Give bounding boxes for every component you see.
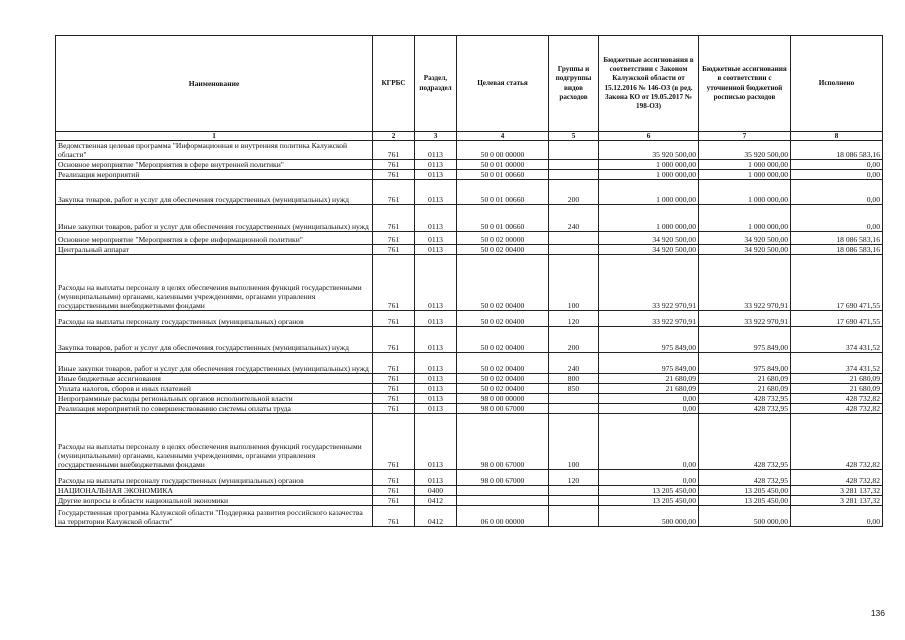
row-executed: 21 680,09	[791, 374, 883, 384]
row-target: 98 0 00 67000	[457, 414, 549, 470]
row-group	[549, 170, 599, 180]
row-section: 0113	[415, 404, 457, 414]
row-section: 0113	[415, 170, 457, 180]
row-name: Уплата налогов, сборов и иных платежей	[56, 384, 373, 394]
table-row	[56, 394, 883, 404]
row-ktrbs: 761	[373, 353, 415, 374]
row-ktrbs: 761	[373, 384, 415, 394]
row-name: Расходы на выплаты персоналу государственных (муниципальных) органов	[56, 311, 373, 327]
table-row	[56, 205, 883, 232]
row-target: 50 0 01 00000	[457, 160, 549, 170]
table-row	[56, 486, 883, 496]
table-row	[56, 311, 883, 327]
row-ktrbs: 761	[373, 160, 415, 170]
row-name: Иные закупки товаров, работ и услуг для обеспечения государственных (муниципальных) нужд	[56, 353, 373, 374]
row-group: 100	[549, 255, 599, 311]
row-ktrbs: 761	[373, 470, 415, 486]
row-section: 0113	[415, 160, 457, 170]
page-number: 136	[870, 608, 885, 618]
table-row	[56, 470, 883, 486]
row-specified-allocation: 35 920 500,00	[699, 141, 791, 160]
row-executed: 374 431,52	[791, 353, 883, 374]
row-executed: 0,00	[791, 506, 883, 527]
row-section: 0113	[415, 141, 457, 160]
table-row	[56, 353, 883, 374]
row-executed: 21 680,09	[791, 384, 883, 394]
column-number: 4	[457, 132, 549, 141]
row-law-allocation: 975 849,00	[599, 353, 699, 374]
row-name: Расходы на выплаты персоналу государственных (муниципальных) органов	[56, 470, 373, 486]
row-law-allocation: 1 000 000,00	[599, 160, 699, 170]
row-group	[549, 141, 599, 160]
row-ktrbs: 761	[373, 414, 415, 470]
row-ktrbs: 761	[373, 327, 415, 353]
row-executed: 0,00	[791, 170, 883, 180]
table-row	[56, 404, 883, 414]
row-target: 50 0 02 00400	[457, 327, 549, 353]
row-name: Иные бюджетные ассигнования	[56, 374, 373, 384]
row-ktrbs: 761	[373, 232, 415, 245]
row-name: Реализация мероприятий	[56, 170, 373, 180]
row-ktrbs: 761	[373, 394, 415, 404]
column-number: 3	[415, 132, 457, 141]
row-target: 06 0 00 00000	[457, 506, 549, 527]
row-executed: 374 431,52	[791, 327, 883, 353]
row-executed: 428 732,82	[791, 394, 883, 404]
column-number: 1	[56, 132, 373, 141]
row-ktrbs: 761	[373, 141, 415, 160]
table-row	[56, 245, 883, 255]
row-group	[549, 404, 599, 414]
row-target: 50 0 02 00400	[457, 384, 549, 394]
row-section: 0113	[415, 327, 457, 353]
row-group: 240	[549, 205, 599, 232]
row-executed: 0,00	[791, 205, 883, 232]
row-executed: 428 732,82	[791, 404, 883, 414]
row-ktrbs: 761	[373, 496, 415, 506]
column-number: 6	[599, 132, 699, 141]
row-specified-allocation: 1 000 000,00	[699, 170, 791, 180]
row-target: 50 0 02 00000	[457, 232, 549, 245]
row-section: 0113	[415, 180, 457, 205]
row-name: Непрограммные расходы региональных органов исполнительной власти	[56, 394, 373, 404]
row-ktrbs: 761	[373, 506, 415, 527]
row-target: 50 0 02 00400	[457, 245, 549, 255]
row-specified-allocation: 33 922 970,91	[699, 311, 791, 327]
budget-body	[56, 141, 883, 527]
row-section: 0113	[415, 232, 457, 245]
row-section: 0412	[415, 506, 457, 527]
row-name: Основное мероприятие "Мероприятия в сфере внутренней политики"	[56, 160, 373, 170]
header-law-allocations: Бюджетные ассигнования в соответствии с Законом Калужской области от 15.12.2016 № 146-ОЗ (в ред. Закона КО от 19.05.2017 № 198-ОЗ)	[599, 36, 699, 132]
row-target: 50 0 02 00400	[457, 255, 549, 311]
row-law-allocation: 21 680,09	[599, 374, 699, 384]
row-specified-allocation: 34 920 500,00	[699, 245, 791, 255]
row-target: 98 0 00 67000	[457, 404, 549, 414]
row-law-allocation: 33 922 970,91	[599, 311, 699, 327]
row-name: Центральный аппарат	[56, 245, 373, 255]
row-law-allocation: 13 205 450,00	[599, 486, 699, 496]
table-row	[56, 232, 883, 245]
row-specified-allocation: 1 000 000,00	[699, 205, 791, 232]
header-ktrbs: КГРБС	[373, 36, 415, 132]
row-specified-allocation: 33 922 970,91	[699, 255, 791, 311]
row-executed: 428 732,82	[791, 414, 883, 470]
row-group: 200	[549, 327, 599, 353]
row-section: 0113	[415, 311, 457, 327]
row-target: 50 0 01 00660	[457, 205, 549, 232]
row-name: Закупка товаров, работ и услуг для обеспечения государственных (муниципальных) нужд	[56, 327, 373, 353]
row-group: 800	[549, 374, 599, 384]
row-executed: 3 281 137,32	[791, 496, 883, 506]
row-law-allocation: 21 680,09	[599, 384, 699, 394]
row-target: 50 0 00 00000	[457, 141, 549, 160]
row-law-allocation: 13 205 450,00	[599, 496, 699, 506]
row-group: 200	[549, 180, 599, 205]
row-name: Иные закупки товаров, работ и услуг для обеспечения государственных (муниципальных) нужд	[56, 205, 373, 232]
row-section: 0113	[415, 374, 457, 384]
column-number: 8	[791, 132, 883, 141]
row-target: 98 0 00 67000	[457, 470, 549, 486]
column-numbers-row	[56, 132, 883, 141]
column-number: 5	[549, 132, 599, 141]
row-law-allocation: 34 920 500,00	[599, 245, 699, 255]
row-executed: 18 086 583,16	[791, 141, 883, 160]
row-name: Ведомственная целевая программа "Информационная и внутренняя политика Калужской области"	[56, 141, 373, 160]
row-ktrbs: 761	[373, 311, 415, 327]
row-group	[549, 486, 599, 496]
row-target: 50 0 01 00660	[457, 180, 549, 205]
row-section: 0412	[415, 496, 457, 506]
row-section: 0113	[415, 353, 457, 374]
row-group	[549, 496, 599, 506]
header-row	[56, 36, 883, 132]
row-law-allocation: 0,00	[599, 404, 699, 414]
row-specified-allocation: 428 732,95	[699, 394, 791, 404]
row-target: 50 0 02 00400	[457, 311, 549, 327]
header-groups: Группы и подгруппы видов расходов	[549, 36, 599, 132]
row-target: 50 0 02 00400	[457, 353, 549, 374]
table-row	[56, 180, 883, 205]
header-section: Раздел, подраздел	[415, 36, 457, 132]
row-executed: 17 690 471,55	[791, 255, 883, 311]
row-section: 0113	[415, 245, 457, 255]
row-group	[549, 160, 599, 170]
row-specified-allocation: 428 732,95	[699, 404, 791, 414]
row-specified-allocation: 21 680,09	[699, 384, 791, 394]
row-name: Закупка товаров, работ и услуг для обеспечения государственных (муниципальных) нужд	[56, 180, 373, 205]
column-number: 2	[373, 132, 415, 141]
header-name: Наименование	[56, 36, 373, 132]
row-ktrbs: 761	[373, 205, 415, 232]
row-executed: 0,00	[791, 160, 883, 170]
header-target: Целевая статья	[457, 36, 549, 132]
row-specified-allocation: 1 000 000,00	[699, 180, 791, 205]
row-name: Реализация мероприятий по совершенствованию системы оплаты труда	[56, 404, 373, 414]
row-ktrbs: 761	[373, 486, 415, 496]
row-target: 50 0 02 00400	[457, 374, 549, 384]
row-law-allocation: 0,00	[599, 470, 699, 486]
row-law-allocation: 500 000,00	[599, 506, 699, 527]
header-executed: Исполнено	[791, 36, 883, 132]
row-specified-allocation: 34 920 500,00	[699, 232, 791, 245]
table-row	[56, 141, 883, 160]
row-specified-allocation: 1 000 000,00	[699, 160, 791, 170]
row-name: НАЦИОНАЛЬНАЯ ЭКОНОМИКА	[56, 486, 373, 496]
row-law-allocation: 33 922 970,91	[599, 255, 699, 311]
row-specified-allocation: 428 732,95	[699, 414, 791, 470]
row-law-allocation: 1 000 000,00	[599, 170, 699, 180]
table-row	[56, 506, 883, 527]
row-ktrbs: 761	[373, 170, 415, 180]
row-executed: 3 281 137,32	[791, 486, 883, 496]
table-row	[56, 327, 883, 353]
row-target	[457, 496, 549, 506]
row-section: 0113	[415, 255, 457, 311]
row-section: 0113	[415, 384, 457, 394]
row-ktrbs: 761	[373, 255, 415, 311]
row-target	[457, 486, 549, 496]
row-section: 0113	[415, 414, 457, 470]
row-group: 120	[549, 470, 599, 486]
row-name: Основное мероприятие "Мероприятия в сфере информационной политики"	[56, 232, 373, 245]
budget-table	[55, 35, 883, 527]
row-name: Другие вопросы в области национальной экономики	[56, 496, 373, 506]
row-ktrbs: 761	[373, 404, 415, 414]
row-executed: 18 086 583,16	[791, 232, 883, 245]
table-row	[56, 255, 883, 311]
table-row	[56, 414, 883, 470]
row-law-allocation: 1 000 000,00	[599, 180, 699, 205]
table-row	[56, 384, 883, 394]
row-specified-allocation: 21 680,09	[699, 374, 791, 384]
row-specified-allocation: 975 849,00	[699, 327, 791, 353]
row-ktrbs: 761	[373, 374, 415, 384]
row-section: 0113	[415, 470, 457, 486]
row-group	[549, 394, 599, 404]
row-ktrbs: 761	[373, 180, 415, 205]
row-executed: 18 086 583,16	[791, 245, 883, 255]
row-name: Расходы на выплаты персоналу в целях обеспечения выполнения функций государственными (муниципальными) органами, казенными учреждениями, органами управления государственными внебюджетными фондами	[56, 255, 373, 311]
row-specified-allocation: 975 849,00	[699, 353, 791, 374]
row-group	[549, 232, 599, 245]
row-group: 240	[549, 353, 599, 374]
row-executed: 17 690 471,55	[791, 311, 883, 327]
row-group	[549, 506, 599, 527]
row-specified-allocation: 13 205 450,00	[699, 496, 791, 506]
row-group: 100	[549, 414, 599, 470]
budget-sheet	[55, 35, 882, 580]
row-specified-allocation: 428 732,95	[699, 470, 791, 486]
row-group	[549, 245, 599, 255]
table-row	[56, 160, 883, 170]
row-section: 0400	[415, 486, 457, 496]
table-row	[56, 170, 883, 180]
row-name: Государственная программа Калужской области "Поддержка развития российского казачества на территории Калужской области"	[56, 506, 373, 527]
row-law-allocation: 35 920 500,00	[599, 141, 699, 160]
row-target: 98 0 00 00000	[457, 394, 549, 404]
column-number: 7	[699, 132, 791, 141]
row-executed: 0,00	[791, 180, 883, 205]
row-specified-allocation: 13 205 450,00	[699, 486, 791, 496]
row-law-allocation: 0,00	[599, 394, 699, 404]
row-law-allocation: 0,00	[599, 414, 699, 470]
row-ktrbs: 761	[373, 245, 415, 255]
row-name: Расходы на выплаты персоналу в целях обеспечения выполнения функций государственными (муниципальными) органами, казенными учреждениями, органами управления государственными внебюджетными фондами	[56, 414, 373, 470]
row-target: 50 0 01 00660	[457, 170, 549, 180]
row-executed: 428 732,82	[791, 470, 883, 486]
table-row	[56, 374, 883, 384]
row-group: 850	[549, 384, 599, 394]
row-section: 0113	[415, 394, 457, 404]
table-row	[56, 496, 883, 506]
header-specified-allocations: Бюджетные ассигнования в соответствии с уточненной бюджетной росписью расходов	[699, 36, 791, 132]
row-law-allocation: 1 000 000,00	[599, 205, 699, 232]
row-law-allocation: 34 920 500,00	[599, 232, 699, 245]
row-section: 0113	[415, 205, 457, 232]
row-law-allocation: 975 849,00	[599, 327, 699, 353]
row-specified-allocation: 500 000,00	[699, 506, 791, 527]
row-group: 120	[549, 311, 599, 327]
